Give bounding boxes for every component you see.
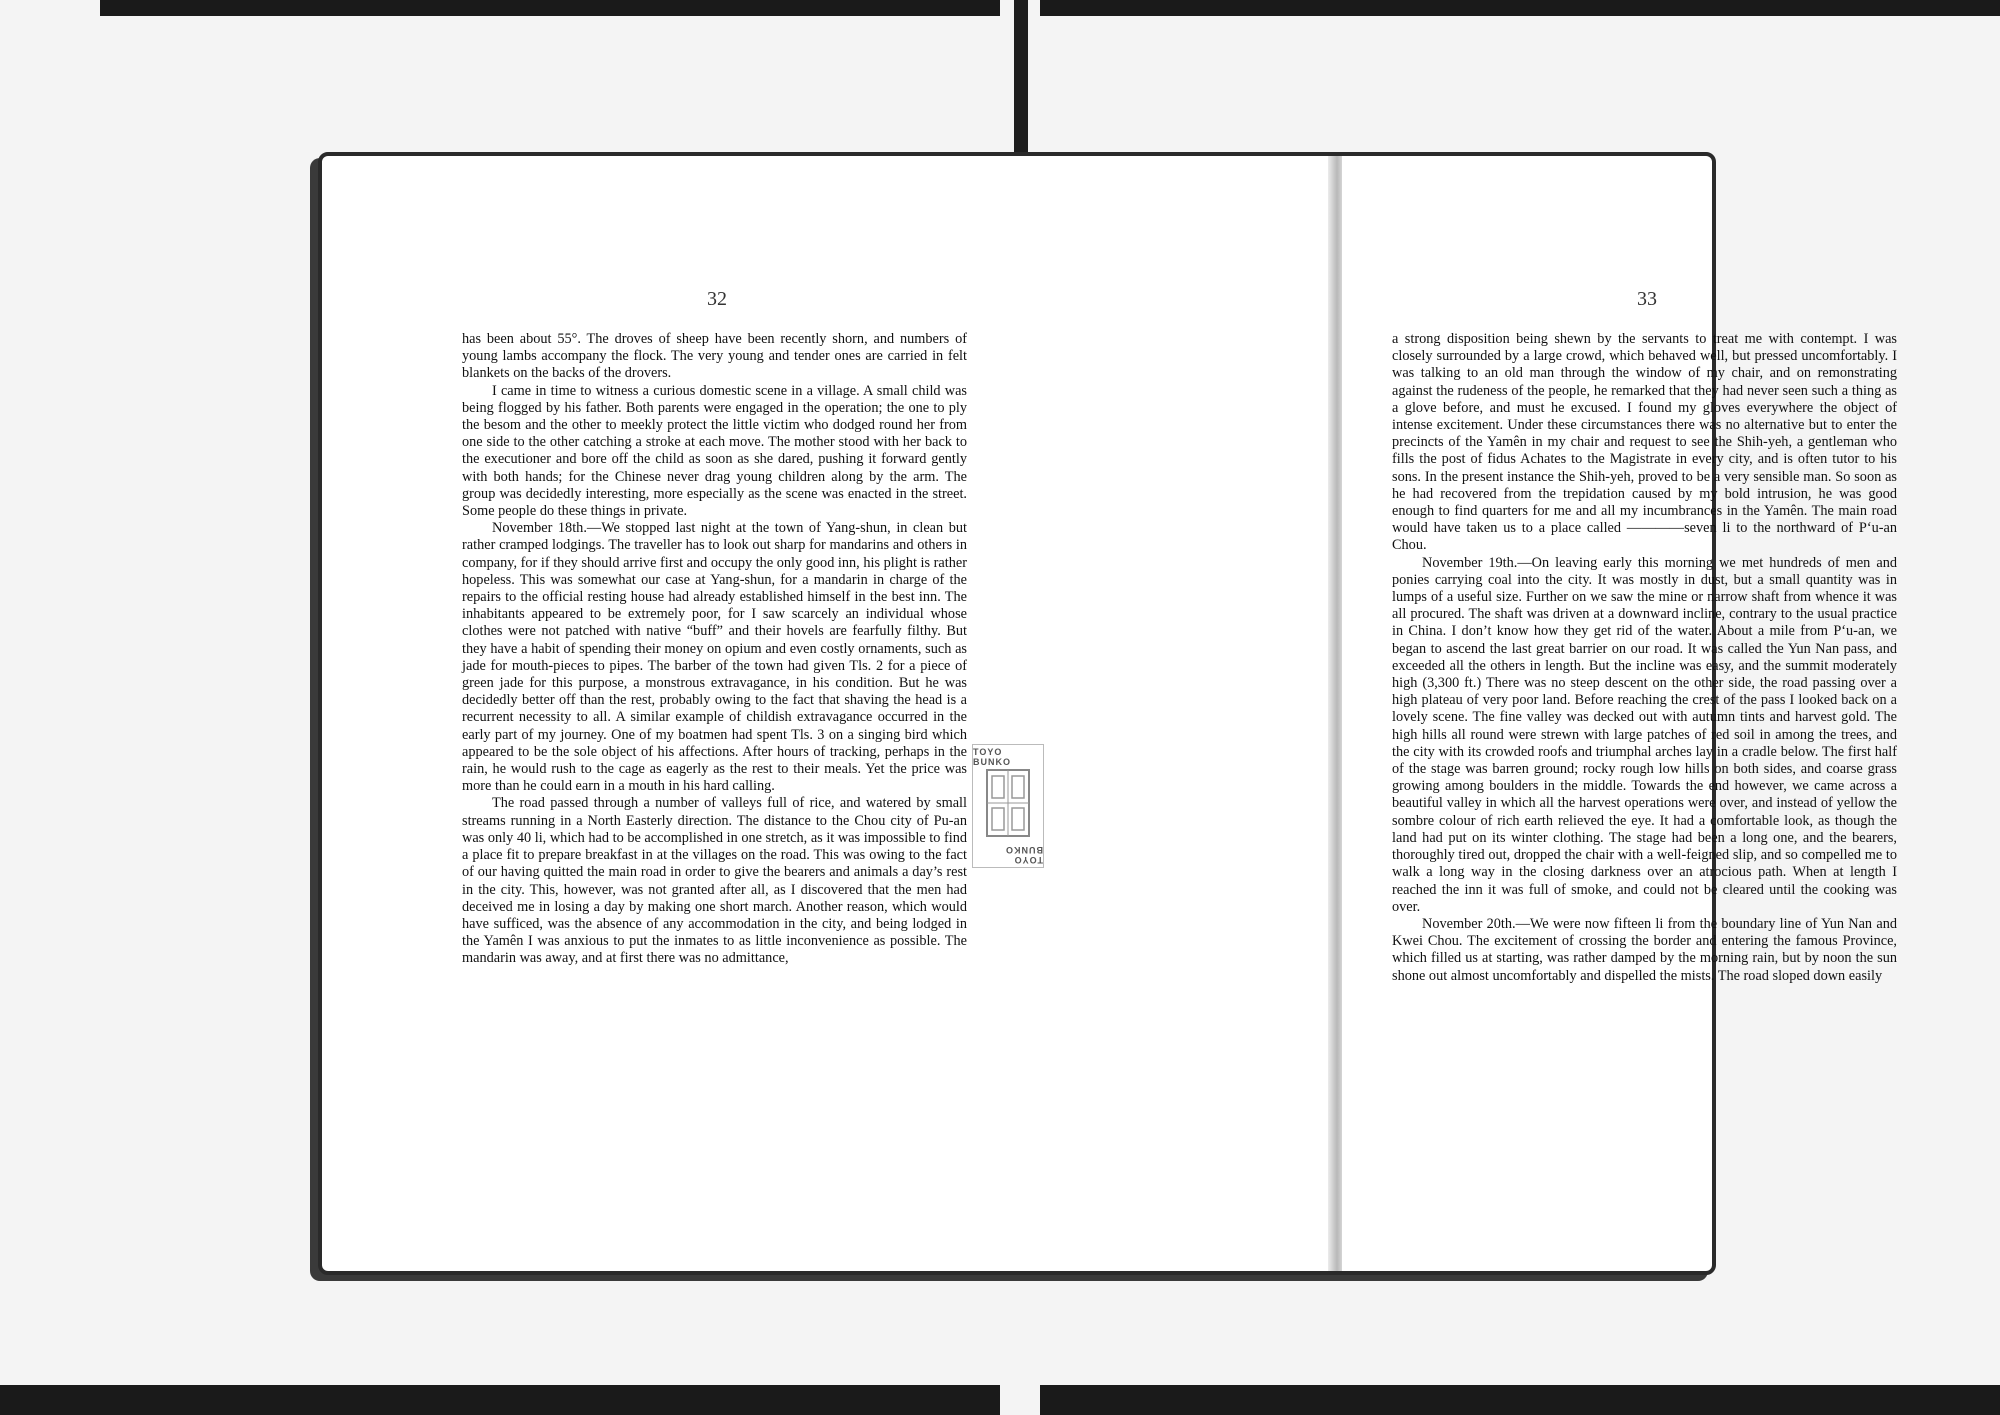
right-page <box>1342 156 1897 1271</box>
left-paragraph-1: has been about 55°. The droves of sheep have been recently shorn, and numbers of young lambs accompany the flock. The very young and tender ones are carried in felt blankets on the backs of the drovers. <box>462 331 967 382</box>
stamp-top-text: TOYO BUNKO <box>973 747 1011 767</box>
seal-glyph <box>985 768 1031 838</box>
left-paragraph-3: November 18th.—We stopped last night at the town of Yang-shun, in clean but rather cramped lodgings. The traveller has to look out sharp for mandarins and others in company, for if they should arrive first and occupy the only good inn, his plight is rather hopeless. This was somewhat our case at Yang-shun, for a mandarin in charge of the repairs to the official resting house had already established himself in the best inn. The inhabitants appeared to be extremely poor, for I saw scarcely an individual whose clothes were not patched with native “buff” and their hovels are fearfully filthy. But they have a habit of spending their money on opium and even costly ornaments, such as jade for mouth-pieces to pipes. The barber of the town had given Tls. 2 for a piece of green jade for this purpose, a monstrous extravagance, in his condition. But he was decidedly better off than the rest, probably owing to the fact that shaving the head is a recurrent necessity to all. A similar example of childish extravagance occurred in the early part of my journey. One of my boatmen had spent Tls. 3 on a singing bird which appeared to be the sole object of his affections. After hours of tracking, perhaps in the rain, he would rush to the cage as eagerly as the rest to their meals. Yet the price was more than he could earn in a mouth in his hard calling. <box>462 520 967 795</box>
left-paragraph-2: I came in time to witness a curious domestic scene in a village. A small child was being flogged by his father. Both parents were engaged in the operation; the one to ply the besom and the other to meekly protect the little victim who dodged round her from one side to the other catching a stroke at each move. The mother stood with her back to the executioner and bore off the child as soon as she dared, pushing it forward gently with both hands; for the Chinese never drag young children along by the arm. The group was decidedly interesting, more especially as the scene was enacted in the street. Some people do these things in private. <box>462 382 967 520</box>
left-page-text <box>462 331 967 968</box>
right-paragraph-1: a strong disposition being shewn by the servants to treat me with contempt. I was closely surrounded by a large crowd, which behaved well, but pressed uncomfortably. I was talking to an old man through the window of my chair, and on remonstrating against the rudeness of the people, he remarked that they had never seen such a thing as a glove before, and must he excused. I found my gloves everywhere the object of intense excitement. Under these circumstances there was no alternative but to enter the precincts of the Yamên in my chair and request to see the Shih-yeh, a gentleman who fills the post of fidus Achates to the Magistrate in every city, and is often tutor to his sons. In the present instance the Shih-yeh, proved to be a very sensible man. So soon as he had recovered from the trepidation caused by my bold intrusion, he was good enough to find quarters for me and all my incumbrances in the Yamên. The main road would have taken us to a place called ————seven li to the northward of P‘u-an Chou. <box>1392 331 1897 554</box>
stamp-bottom-text: TOYO BUNKO <box>1005 845 1043 865</box>
library-stamp <box>972 744 1044 868</box>
right-paragraph-2: November 19th.—On leaving early this morning we met hundreds of men and ponies carrying coal into the city. It was mostly in dust, but a small quantity was in lumps of a useful size. Further on we saw the mine or narrow shaft from whence it was all procured. The shaft was driven at a downward incline, contrary to the usual practice in China. I don’t know how they get rid of the water. About a mile from P‘u-an, we began to ascend the last great barrier on our road. It was called the Yun Nan pass, and exceeded all the others in length. But the incline was easy, and the summit moderately high (3,300 ft.) There was no steep descent on the other side, the road passing over a high plateau of very poor land. Before reaching the crest of the pass I looked back on a lovely scene. The fine valley was decked out with autumn tints and harvest gold. The high hills all round were strewn with large patches of red soil in among the trees, and the city with its crowded roofs and triumphal arches lay in a cradle below. The first half of the stage was barren ground; rocky rough low hills on both sides, and coarse grass growing among boulders in the middle. Towards the end however, we came across a beautiful valley in which all the harvest operations were over, and instead of yellow the sombre colour of rich earth relieved the eye. It had a comfortable look, as though the land had put on its winter clothing. The stage had been a long one, and the bearers, thoroughly tired out, dropped the chair with a well-feigned slip, and so compelled me to walk a long way in the closing darkness over an atrocious path. When at length I reached the inn it was full of smoke, and could not be cleared until the cooking was over. <box>1392 554 1897 915</box>
bottom-scan-border-right <box>1040 1385 2000 1415</box>
left-page <box>342 156 1338 1271</box>
right-paragraph-3: November 20th.—We were now fifteen li from the boundary line of Yun Nan and Kwei Chou. The excitement of crossing the border and entering the famous Province, which filled us at starting, was rather damped by the morning rain, but by noon the sun shone out almost uncomfortably and dispelled the mists. The road sloped down easily <box>1392 915 1897 984</box>
right-page-text <box>1392 331 1897 985</box>
top-scan-border-right <box>1040 0 2000 16</box>
right-page-number: 33 <box>1637 288 1657 310</box>
seal-icon <box>985 768 1031 845</box>
bottom-scan-border-left <box>0 1385 1000 1415</box>
left-page-number: 32 <box>707 288 727 310</box>
scan-spine-shadow <box>1014 0 1028 160</box>
top-scan-border-left <box>100 0 1000 16</box>
open-book <box>318 152 1897 1275</box>
left-paragraph-4: The road passed through a number of valleys full of rice, and watered by small streams running in a North Easterly direction. The distance to the Chou city of Pu-an was only 40 li, which had to be accomplished in one stretch, as it was impossible to find a place fit to prepare breakfast in at the villages on the road. This was owing to the fact of our having quitted the main road in order to give the bearers and animals a day’s rest in the city. This, however, was not granted after all, as I discovered that the men had deceived me in losing a day by making one short march. Another reason, which would have sufficed, was the absence of any accommodation in the city, and being lodged in the Yamên I was anxious to put the inmates to as little inconvenience as possible. The mandarin was away, and at first there was no admittance, <box>462 795 967 967</box>
